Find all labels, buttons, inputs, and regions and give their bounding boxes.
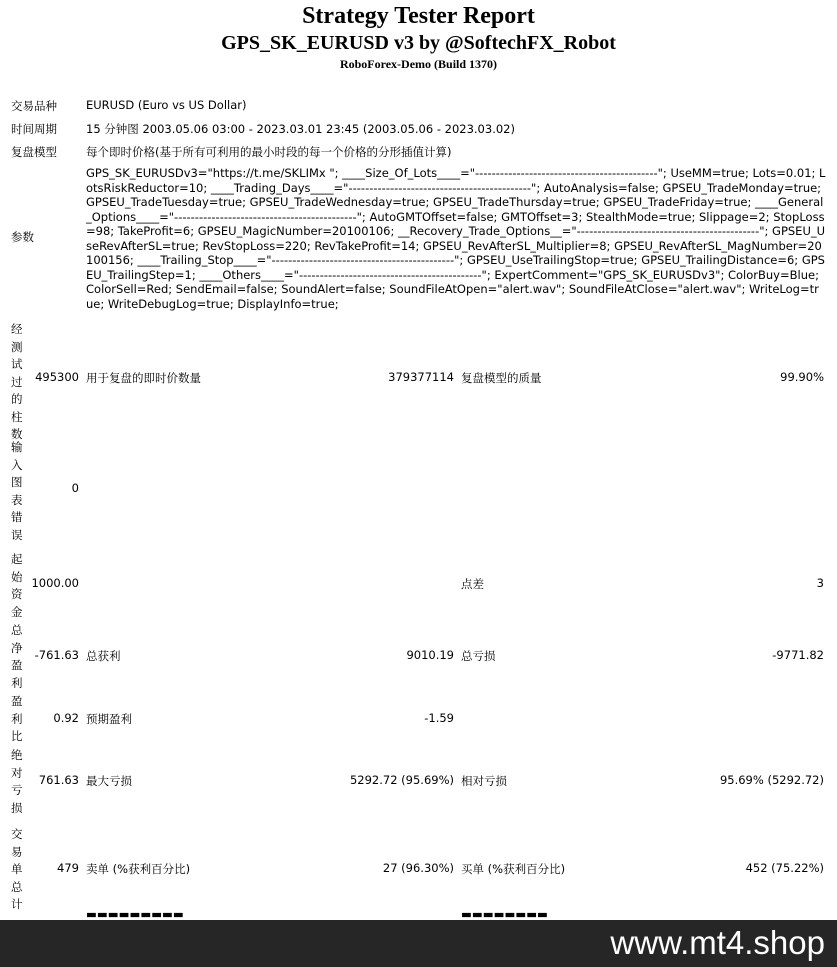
period-label: 时间周期 <box>11 122 57 136</box>
modelling-quality-value: 99.90% <box>780 370 824 384</box>
model-label: 复盘模型 <box>11 145 57 159</box>
ticks-modelled-label: 用于复盘的即时价数量 <box>86 371 201 385</box>
net-profit-value: -761.63 <box>34 648 79 662</box>
next-row-fragment-right: ▬▬▬▬▬▬▬▬ <box>461 911 548 920</box>
total-trades-value: 479 <box>57 861 79 875</box>
relative-drawdown-value: 95.69% (5292.72) <box>719 773 824 787</box>
gross-profit-value: 9010.19 <box>406 648 454 662</box>
modelling-quality-label: 复盘模型的质量 <box>461 371 542 385</box>
gross-loss-value: -9771.82 <box>772 648 824 662</box>
absolute-drawdown-label: 绝对亏损 <box>11 748 23 815</box>
symbol-value: EURUSD (Euro vs US Dollar) <box>86 98 247 112</box>
bars-tested-label: 经测试过的柱数 <box>11 322 23 441</box>
chart-errors-label: 输入图表错误 <box>11 440 23 542</box>
gross-loss-label: 总亏损 <box>461 649 496 663</box>
report-subtitle: GPS_SK_EURUSD v3 by @SoftechFX_Robot <box>221 32 616 54</box>
symbol-label: 交易品种 <box>11 99 57 113</box>
absolute-drawdown-value: 761.63 <box>38 773 79 787</box>
expected-payoff-value: -1.59 <box>424 711 454 725</box>
profit-factor-value: 0.92 <box>53 711 79 725</box>
total-trades-label: 交易单总计 <box>11 827 23 911</box>
initial-deposit-label: 起始资金 <box>11 552 23 619</box>
long-positions-label: 买单 (%获利百分比) <box>461 862 566 876</box>
next-row-fragment-left: ▬▬▬▬▬▬▬▬▬ <box>86 911 184 920</box>
initial-deposit-value: 1000.00 <box>31 576 79 590</box>
bars-tested-value: 495300 <box>35 370 79 384</box>
period-value: 15 分钟图 2003.05.06 03:00 - 2023.03.01 23:45 (2003.05.06 - 2023.03.02) <box>86 122 515 136</box>
watermark-site: www.mt4.shop <box>610 924 825 961</box>
report-server: RoboForex-Demo (Build 1370) <box>339 57 498 71</box>
params-label: 参数 <box>11 230 34 244</box>
maximal-drawdown-label: 最大亏损 <box>86 774 132 788</box>
short-positions-value: 27 (96.30%) <box>382 861 454 875</box>
maximal-drawdown-value: 5292.72 (95.69%) <box>349 773 454 787</box>
expected-payoff-label: 预期盈利 <box>86 712 132 726</box>
params-value: GPS_SK_EURUSDv3="https://t.me/SKLIMx "; ____Size_Of_Lots____="--------------------------------------------"; UseMM=true; Lots=0.01; LotsRiskReductor=10; ____Trading_Days____="--------------------------------------------"; AutoAnalysis=false; GPSEU_TradeMonday=true; GPSEU_TradeTuesday=true; GPSEU_TradeWednesday=true; GPSEU_TradeThursday=true; GPSEU_TradeFriday=true; ____General_Options____="--------------------------------------------"; AutoGMTOffset=false; GMTOffset=3; StealthMode=true; Slippage=2; StopLoss=98; TakeProfit=6; GPSEU_MagicNumber=20100106; __Recovery_Trade_Options__="--------------------------------------------"; GPSEU_UseRevAfterSL=true; RevStopLoss=220; RevTakeProfit=14; GPSEU_RevAfterSL_Multiplier=8; GPSEU_RevAfterSL_MagNumber=20100156; ____Trailing_Stop____="--------------------------------------------"; GPSEU_UseTrailingStop=true; GPSEU_TrailingDistance=6; GPSEU_TrailingStep=1; ____Others____="--------------------------------------------"; ExpertComment="GPS_SK_EURUSDv3"; ColorBuy=Blue; ColorSell=Red; SendEmail=false; SoundAlert=false; SoundFileAtOpen="alert.wav"; SoundFileAtClose="alert.wav"; WriteLog=true; WriteDebugLog=true; DisplayInfo=true; <box>86 166 826 311</box>
model-value: 每个即时价格(基于所有可利用的最小时段的每一个价格的分形插值计算) <box>86 145 452 159</box>
spread-value: 3 <box>816 576 824 590</box>
profit-factor-label: 盈利比 <box>11 694 23 743</box>
short-positions-label: 卖单 (%获利百分比) <box>86 862 191 876</box>
spread-label: 点差 <box>461 577 484 591</box>
net-profit-label: 总净盈利 <box>11 623 23 690</box>
watermark-bar <box>0 920 837 967</box>
relative-drawdown-label: 相对亏损 <box>461 774 507 788</box>
ticks-modelled-value: 379377114 <box>388 370 454 384</box>
gross-profit-label: 总获利 <box>86 649 121 663</box>
long-positions-value: 452 (75.22%) <box>745 861 824 875</box>
chart-errors-value: 0 <box>71 481 79 495</box>
report-title: Strategy Tester Report <box>302 3 535 29</box>
